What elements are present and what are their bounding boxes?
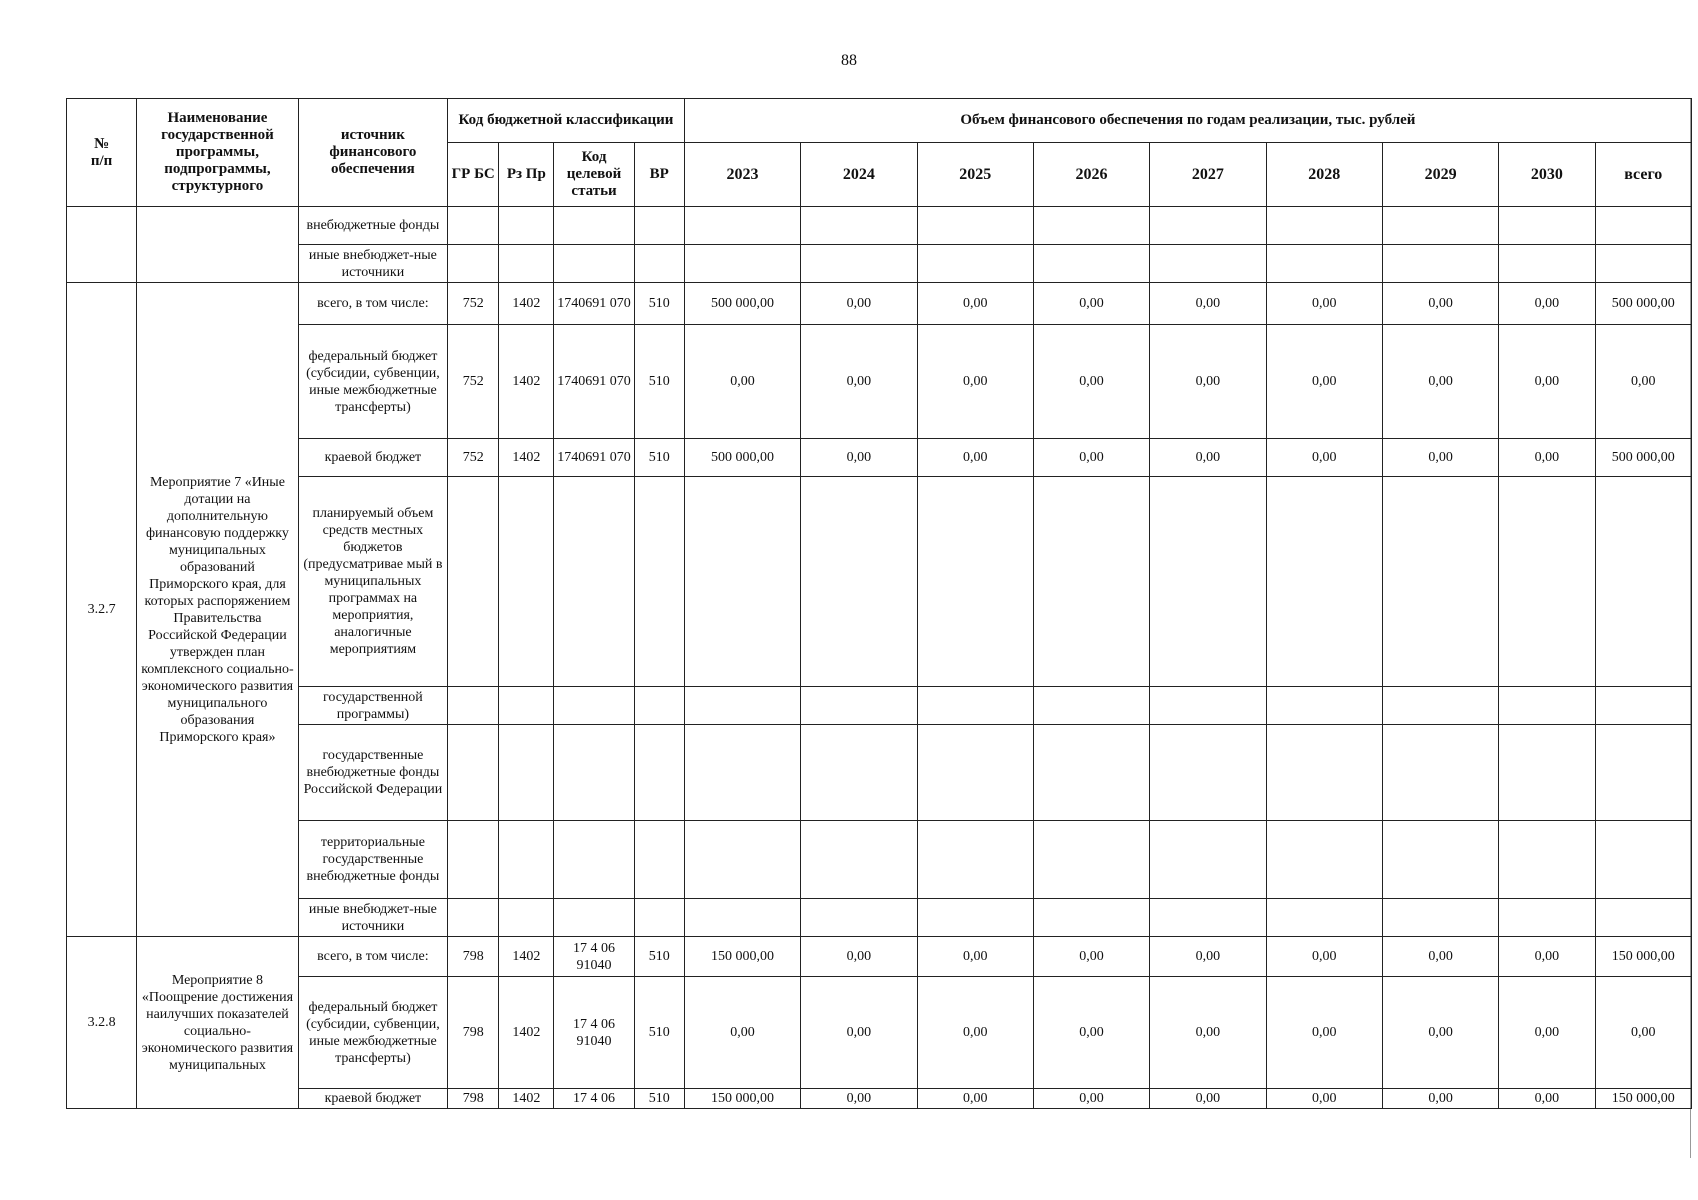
table-row: федеральный бюджет (субсидии, субвенции, иные межбюджетные трансферты) 798 1402 17 4 06 91040 510 0,00 0,00 0,00 0,00 0,00 0,00 0,00 0,00 0,00 xyxy=(67,977,1692,1089)
header-row-1 xyxy=(67,99,1692,143)
header-grbs: ГР БС xyxy=(448,143,499,207)
table-row xyxy=(67,725,1692,821)
header-num: № п/п xyxy=(67,99,137,207)
header-year: 2026 xyxy=(1033,143,1149,207)
source-cell: краевой бюджет xyxy=(298,439,447,477)
header-year-total: всего xyxy=(1595,143,1691,207)
header-year: 2024 xyxy=(801,143,917,207)
header-year: 2023 xyxy=(684,143,800,207)
budget-table xyxy=(66,98,1692,1109)
table-row xyxy=(67,207,1692,245)
header-year: 2029 xyxy=(1382,143,1498,207)
table-row xyxy=(67,477,1692,687)
table-row: краевой бюджет 752 1402 1740691 070 510 500 000,00 0,00 0,00 0,00 0,00 0,00 0,00 0,00 500 000,00 xyxy=(67,439,1692,477)
source-cell: федеральный бюджет (субсидии, субвенции, иные межбюджетные трансферты) xyxy=(298,325,447,439)
measure-name: Мероприятие 8 «Поощрение достижения наилучших показателей социально-экономического развития муниципальных xyxy=(137,937,298,1109)
header-year: 2028 xyxy=(1266,143,1382,207)
row-number: 3.2.8 xyxy=(67,937,137,1109)
source-cell: краевой бюджет xyxy=(298,1089,447,1109)
header-year: 2025 xyxy=(917,143,1033,207)
table-row: 3.2.7 Мероприятие 7 «Иные дотации на дополнительную финансовую поддержку муниципальных образований Приморского края, для которых распоряжением Правительства Российской Федерации утвержден план комплексного социально-экономического развития муниципального образования Приморского края» всего, в том числе: 752 1402 1740691 070 510 500 000,00 0,00 0,00 0,00 0,00 0,00 0,00 0,00 500 000,00 xyxy=(67,283,1692,325)
header-name: Наименование государственной программы, подпрограммы, структурного xyxy=(137,99,298,207)
header-kcs: Код целевой статьи xyxy=(554,143,634,207)
table-row: краевой бюджет 798 1402 17 4 06 510 150 000,00 0,00 0,00 0,00 0,00 0,00 0,00 0,00 150 000,00 xyxy=(67,1089,1692,1109)
header-year: 2030 xyxy=(1499,143,1595,207)
header-year: 2027 xyxy=(1150,143,1266,207)
source-cell: иные внебюджет-ные источники xyxy=(298,899,447,937)
source-cell: государственной программы) xyxy=(298,687,447,725)
source-cell: внебюджетные фонды xyxy=(298,207,447,245)
header-source: источник финансового обеспечения xyxy=(298,99,447,207)
measure-name: Мероприятие 7 «Иные дотации на дополнительную финансовую поддержку муниципальных образований Приморского края, для которых распоряжением Правительства Российской Федерации утвержден план комплексного социально-экономического развития муниципального образования Приморского края» xyxy=(137,283,298,937)
row-number: 3.2.7 xyxy=(67,283,137,937)
source-cell: федеральный бюджет (субсидии, субвенции, иные межбюджетные трансферты) xyxy=(298,977,447,1089)
header-vr: ВР xyxy=(634,143,684,207)
table-row: федеральный бюджет (субсидии, субвенции, иные межбюджетные трансферты) 752 1402 1740691 070 510 0,00 0,00 0,00 0,00 0,00 0,00 0,00 0,00 0,00 xyxy=(67,325,1692,439)
table-row: 3.2.8 Мероприятие 8 «Поощрение достижения наилучших показателей социально-экономического развития муниципальных всего, в том числе: 798 1402 17 4 06 91040 510 150 000,00 0,00 0,00 0,00 0,00 0,00 0,00 0,00 150 000,00 xyxy=(67,937,1692,977)
header-rzpr: Рз Пр xyxy=(499,143,554,207)
table-row xyxy=(67,821,1692,899)
table-row xyxy=(67,245,1692,283)
header-volume: Объем финансового обеспечения по годам реализации, тыс. рублей xyxy=(684,99,1691,143)
page-number: 88 xyxy=(841,52,857,69)
source-cell: всего, в том числе: xyxy=(298,283,447,325)
table-row xyxy=(67,687,1692,725)
table-row xyxy=(67,899,1692,937)
source-cell: иные внебюджет-ные источники xyxy=(298,245,447,283)
source-cell: государственные внебюджетные фонды Российской Федерации xyxy=(298,725,447,821)
source-cell: территориальные государственные внебюджетные фонды xyxy=(298,821,447,899)
header-budget-code: Код бюджетной классификации xyxy=(448,99,685,143)
source-cell: планируемый объем средств местных бюджетов (предусматривае мый в муниципальных программах на мероприятия, аналогичные мероприятиям xyxy=(298,477,447,687)
source-cell: всего, в том числе: xyxy=(298,937,447,977)
